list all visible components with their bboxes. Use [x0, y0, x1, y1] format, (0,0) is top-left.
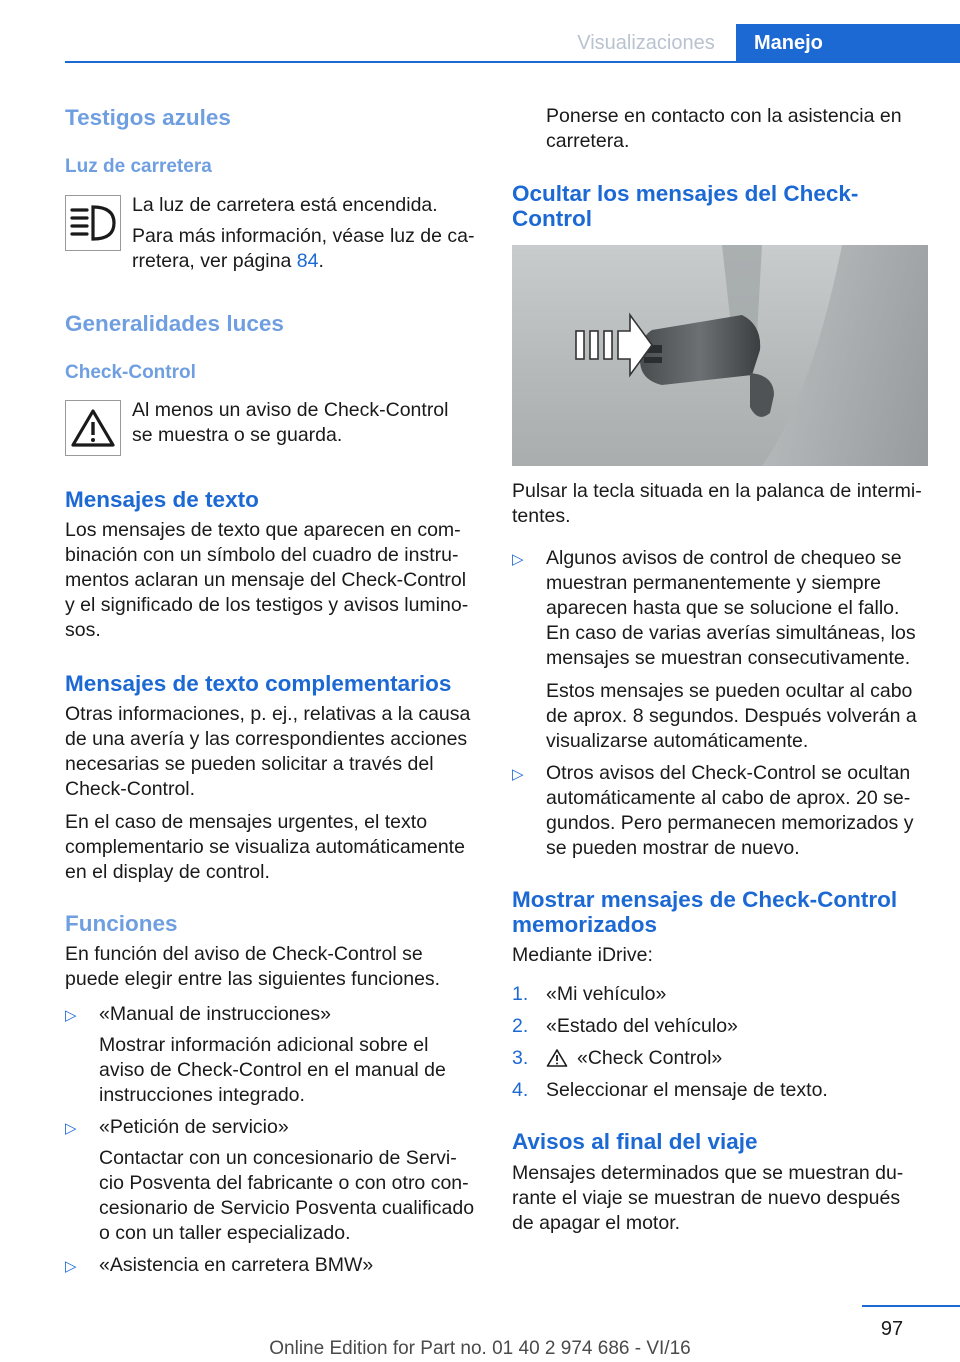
bullet-text: Algunos avisos de control de chequeo se [546, 547, 902, 569]
mostrar-title-2: memorizados [512, 912, 658, 937]
luz-text-1: La luz de carretera está encendida. [132, 194, 438, 216]
avisos-line: rante el viaje se muestran de nuevo después [512, 1187, 901, 1209]
step-number: 3. [512, 1047, 529, 1069]
mostrar-title-1: Mostrar mensajes de Check-Control [512, 887, 898, 912]
warning-small-icon [546, 1048, 568, 1073]
pulsar-line: Pulsar la tecla situada en la palanca de intermi- [512, 480, 922, 502]
edition-text: Online Edition for Part no. 01 40 2 974 686 - VI/16 [269, 1338, 691, 1359]
mensajes-title: Mensajes de texto [65, 487, 259, 512]
bullet-text: automáticamente al cabo de aprox. 20 se- [546, 787, 911, 809]
step-text: «Estado del vehículo» [546, 1015, 738, 1037]
cont-line: Ponerse en contacto con la asistencia en [546, 105, 902, 127]
bullet-text: Otros avisos del Check-Control se ocultan [546, 762, 911, 784]
step-number: 1. [512, 983, 529, 1005]
bullet-text: de aprox. 8 segundos. Después volverán a [546, 705, 917, 727]
check-text-2: se muestra o se guarda. [132, 424, 343, 446]
avisos-line: de apagar el motor. [512, 1212, 681, 1234]
high-beam-icon [65, 195, 121, 251]
bullet-desc: aviso de Check-Control en el manual de [99, 1059, 446, 1081]
ocultar-title-2: Control [512, 206, 592, 231]
page-number: 97 [880, 1318, 904, 1340]
complementarios-line: Otras informaciones, p. ej., relativas a la causa [65, 703, 471, 725]
ocultar-title-1: Ocultar los mensajes del Check- [512, 181, 859, 206]
bullet-desc: cio Posventa del fabricante o con otro con- [99, 1172, 469, 1194]
turn-signal-lever-image [512, 245, 928, 466]
mensajes-line: mentos aclaran un mensaje del Check-Control [65, 569, 467, 591]
mensajes-line: Los mensajes de texto que aparecen en com- [65, 519, 461, 541]
luz-text-2b-post: . [318, 250, 324, 272]
tab-manejo[interactable]: Manejo [736, 24, 960, 62]
bullet-text: visualizarse automáticamente. [546, 730, 809, 752]
tab-visualizaciones[interactable]: Visualizaciones [577, 32, 715, 54]
step-number: 2. [512, 1015, 529, 1037]
bullet-desc: Contactar con un concesionario de Servi- [99, 1147, 457, 1169]
bullet-desc: Mostrar información adicional sobre el [99, 1034, 429, 1056]
luz-text-2a: Para más información, véase luz de ca- [132, 225, 475, 247]
bullet-text: Estos mensajes se pueden ocultar al cabo [546, 680, 913, 702]
bullet-triangle-icon: ▷ [65, 1007, 77, 1024]
bullet-desc: cesionario de Servicio Posventa cualificado [99, 1197, 475, 1219]
funciones-line: En función del aviso de Check-Control se [65, 943, 423, 965]
pulsar-line: tentes. [512, 505, 571, 527]
complementarios-line: Check-Control. [65, 778, 196, 800]
complementarios-line: complementario se visualiza automáticamente [65, 836, 465, 858]
luz-text-2b [132, 249, 324, 274]
step-text: «Check Control» [577, 1047, 723, 1069]
bullet-text: aparecen hasta que se solucione el fallo. [546, 597, 900, 619]
mensajes-line: sos. [65, 619, 101, 641]
avisos-title: Avisos al final del viaje [512, 1129, 758, 1154]
mediante-text: Mediante iDrive: [512, 944, 653, 966]
bullet-desc: o con un taller especializado. [99, 1222, 351, 1244]
cont-line: carretera. [546, 130, 630, 152]
bullet-label: «Manual de instrucciones» [99, 1003, 331, 1025]
testigos-title: Testigos azules [65, 105, 231, 130]
check-text-1: Al menos un aviso de Check-Control [132, 399, 449, 421]
funciones-title: Funciones [65, 911, 178, 936]
step-text: «Mi vehículo» [546, 983, 667, 1005]
luz-subtitle: Luz de carretera [65, 156, 212, 177]
header-rule [65, 61, 960, 63]
bullet-triangle-icon: ▷ [65, 1120, 77, 1137]
bullet-text: mensajes se muestran consecutivamente. [546, 647, 911, 669]
bullet-triangle-icon: ▷ [512, 766, 524, 783]
luz-text-2b-pre: rretera, ver página [132, 250, 297, 272]
avisos-line: Mensajes determinados que se muestran du- [512, 1162, 904, 1184]
complementarios-line: necesarias se pueden solicitar a través del [65, 753, 434, 775]
step-number: 4. [512, 1079, 529, 1101]
bullet-desc: instrucciones integrado. [99, 1084, 305, 1106]
bullet-text: gundos. Pero permanecen memorizados y [546, 812, 914, 834]
complementarios-line: de una avería y las correspondientes acciones [65, 728, 468, 750]
generalidades-title: Generalidades luces [65, 311, 284, 336]
footer-rule [862, 1305, 960, 1307]
bullet-triangle-icon: ▷ [512, 551, 524, 568]
complementarios-line: En el caso de mensajes urgentes, el texto [65, 811, 428, 833]
check-subtitle: Check-Control [65, 362, 196, 383]
bullet-text: muestran permanentemente y siempre [546, 572, 881, 594]
mensajes-line: binación con un símbolo del cuadro de instru- [65, 544, 459, 566]
funciones-line: puede elegir entre las siguientes funciones. [65, 968, 441, 990]
warning-icon [65, 400, 121, 456]
bullet-label: «Asistencia en carretera BMW» [99, 1254, 374, 1276]
mensajes-line: y el significado de los testigos y avisos lumino- [65, 594, 469, 616]
bullet-label: «Petición de servicio» [99, 1116, 289, 1138]
page-link[interactable]: 84 [296, 250, 319, 272]
complementarios-title: Mensajes de texto complementarios [65, 671, 452, 696]
complementarios-line: en el display de control. [65, 861, 270, 883]
bullet-text: se pueden mostrar de nuevo. [546, 837, 800, 859]
bullet-triangle-icon: ▷ [65, 1258, 77, 1275]
step-text: Seleccionar el mensaje de texto. [546, 1079, 828, 1101]
bullet-text: En caso de varias averías simultáneas, los [546, 622, 916, 644]
